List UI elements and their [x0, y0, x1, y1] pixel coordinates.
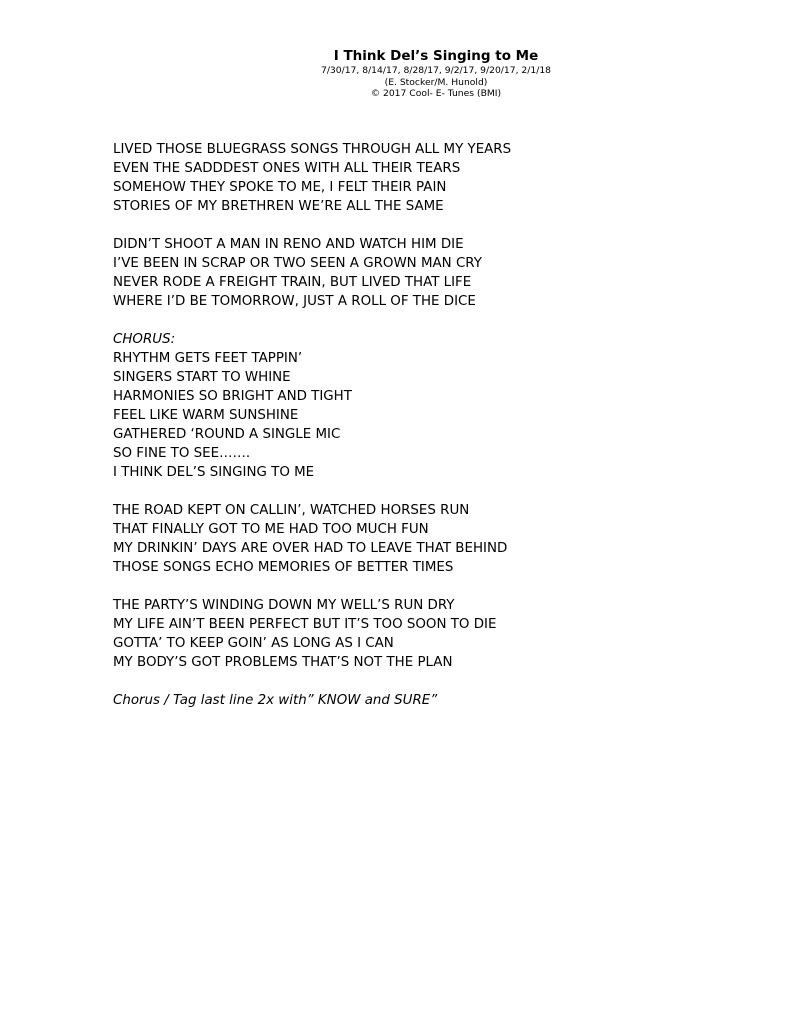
- lyric-line: MY DRINKIN’ DAYS ARE OVER HAD TO LEAVE THAT BEHIND: [113, 541, 508, 556]
- lyric-line: SINGERS START TO WHINE: [113, 370, 291, 385]
- lyric-line: THE PARTY’S WINDING DOWN MY WELL’S RUN DRY: [113, 598, 455, 613]
- lyric-line: THOSE SONGS ECHO MEMORIES OF BETTER TIMES: [113, 560, 454, 575]
- song-title: I Think Del’s Singing to Me: [333, 48, 539, 64]
- lyric-line: STORIES OF MY BRETHREN WE’RE ALL THE SAME: [113, 199, 444, 214]
- lyric-line: I THINK DEL’S SINGING TO ME: [113, 465, 315, 480]
- lyric-line: THE ROAD KEPT ON CALLIN’, WATCHED HORSES RUN: [113, 503, 470, 518]
- verse-1: [113, 140, 773, 216]
- outro-instruction: Chorus / Tag last line 2x with” KNOW and SURE”: [113, 693, 438, 708]
- lyric-line: WHERE I’D BE TOMORROW, JUST A ROLL OF THE DICE: [113, 294, 476, 309]
- revision-dates: 7/30/17, 8/14/17, 8/28/17, 9/2/17, 9/20/17, 2/1/18: [320, 65, 552, 76]
- chorus-label: CHORUS:: [113, 332, 176, 347]
- verse-3: [113, 501, 773, 577]
- lyric-line: SOMEHOW THEY SPOKE TO ME, I FELT THEIR PAIN: [113, 180, 447, 195]
- lyric-line: LIVED THOSE BLUEGRASS SONGS THROUGH ALL MY YEARS: [113, 142, 512, 157]
- lyric-line: GOTTA’ TO KEEP GOIN’ AS LONG AS I CAN: [113, 636, 394, 651]
- lyric-line: DIDN’T SHOOT A MAN IN RENO AND WATCH HIM DIE: [113, 237, 464, 252]
- lyric-line: HARMONIES SO BRIGHT AND TIGHT: [113, 389, 352, 404]
- lyric-line: RHYTHM GETS FEET TAPPIN’: [113, 351, 303, 366]
- song-header: [236, 48, 636, 100]
- lyrics-body: [113, 140, 773, 729]
- lyric-line: MY LIFE AIN’T BEEN PERFECT BUT IT’S TOO SOON TO DIE: [113, 617, 497, 632]
- lyric-line: GATHERED ‘ROUND A SINGLE MIC: [113, 427, 341, 442]
- lyric-line: EVEN THE SADDDEST ONES WITH ALL THEIR TEARS: [113, 161, 461, 176]
- lyric-line: THAT FINALLY GOT TO ME HAD TOO MUCH FUN: [113, 522, 429, 537]
- lyric-line: I’VE BEEN IN SCRAP OR TWO SEEN A GROWN MAN CRY: [113, 256, 482, 271]
- song-authors: (E. Stocker/M. Hunold): [384, 76, 488, 88]
- verse-4: [113, 596, 773, 672]
- verse-2: [113, 235, 773, 311]
- lyric-line: SO FINE TO SEE…….: [113, 446, 251, 461]
- lyric-line: FEEL LIKE WARM SUNSHINE: [113, 408, 299, 423]
- lyric-line: NEVER RODE A FREIGHT TRAIN, BUT LIVED THAT LIFE: [113, 275, 472, 290]
- lyric-line: MY BODY’S GOT PROBLEMS THAT’S NOT THE PLAN: [113, 655, 453, 670]
- outro-note: [113, 691, 773, 710]
- copyright-notice: © 2017 Cool- E- Tunes (BMI): [370, 88, 502, 99]
- chorus: [113, 330, 773, 482]
